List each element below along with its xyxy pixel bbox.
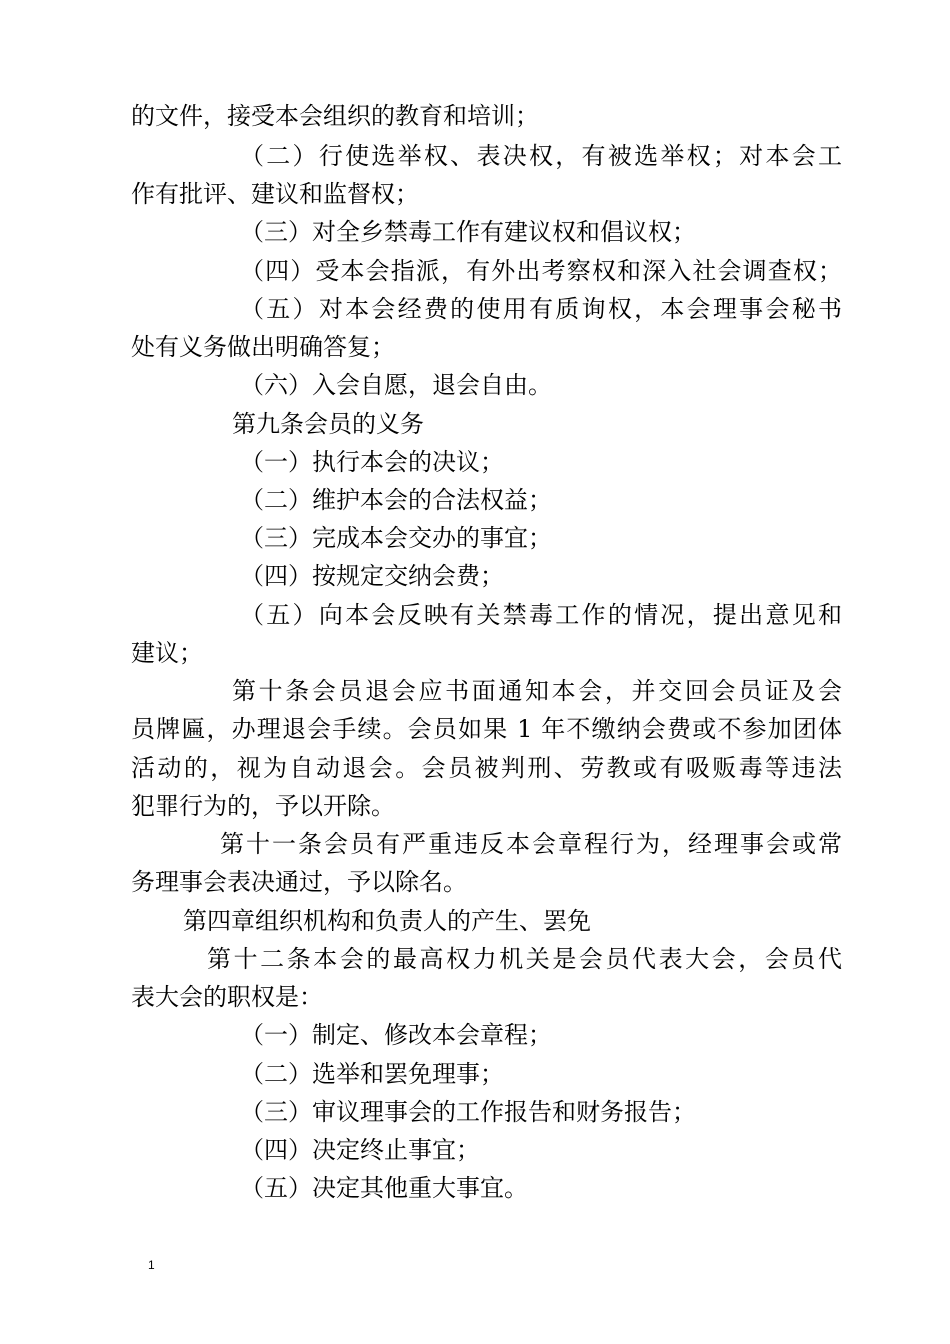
- page-number: 1: [148, 1258, 155, 1272]
- text-line: 第十一条会员有严重违反本会章程行为，经理事会或常: [220, 830, 842, 858]
- text-line: （三）完成本会交办的事宜；: [240, 524, 552, 552]
- text-line: （二）行使选举权、表决权，有被选举权；对本会工: [240, 142, 842, 170]
- text-line: （四）受本会指派，有外出考察权和深入社会调查权；: [240, 257, 842, 285]
- text-line: （五）对本会经费的使用有质询权，本会理事会秘书: [240, 295, 842, 323]
- section-heading: 第九条会员的义务: [232, 410, 424, 438]
- text-line: （五）向本会反映有关禁毒工作的情况，提出意见和: [240, 601, 842, 629]
- text-line: 建议；: [131, 639, 203, 667]
- text-line: （五）决定其他重大事宜。: [240, 1174, 528, 1202]
- text-line: （一）执行本会的决议；: [240, 448, 504, 476]
- text-line: 第十条会员退会应书面通知本会，并交回会员证及会: [232, 677, 842, 705]
- text-line: 表大会的职权是：: [131, 983, 323, 1011]
- text-line: 活动的，视为自动退会。会员被判刑、劳教或有吸贩毒等违法: [131, 754, 842, 782]
- text-line: （三）对全乡禁毒工作有建议权和倡议权；: [240, 218, 696, 246]
- text-line: （三）审议理事会的工作报告和财务报告；: [240, 1098, 696, 1126]
- text-line: （六）入会自愿，退会自由。: [240, 371, 552, 399]
- text-line: （二）维护本会的合法权益；: [240, 486, 552, 514]
- chapter-heading: 第四章组织机构和负责人的产生、罢免: [183, 907, 591, 935]
- text-line: 作有批评、建议和监督权；: [131, 180, 419, 208]
- text-line: 员牌匾，办理退会手续。会员如果 1 年不缴纳会费或不参加团体: [131, 715, 842, 743]
- text-line: （四）决定终止事宜；: [240, 1136, 480, 1164]
- text-line: （四）按规定交纳会费；: [240, 562, 504, 590]
- text-line: 的文件，接受本会组织的教育和培训；: [131, 102, 539, 130]
- text-line: 第十二条本会的最高权力机关是会员代表大会，会员代: [207, 945, 842, 973]
- text-line: 犯罪行为的，予以开除。: [131, 792, 395, 820]
- text-line: 处有义务做出明确答复；: [131, 333, 395, 361]
- text-line: 务理事会表决通过，予以除名。: [131, 868, 467, 896]
- text-line: （一）制定、修改本会章程；: [240, 1021, 552, 1049]
- text-line: （二）选举和罢免理事；: [240, 1060, 504, 1088]
